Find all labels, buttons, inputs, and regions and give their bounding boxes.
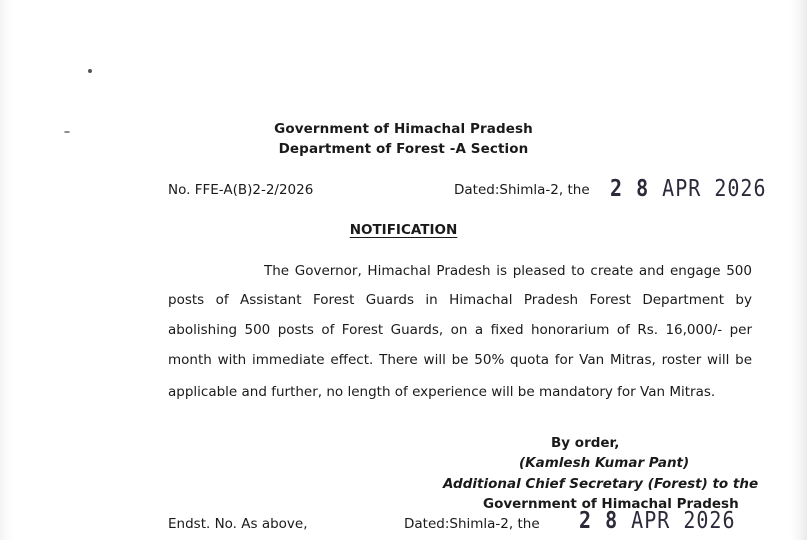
body-line-3: abolishing 500 posts of Forest Guards, on a fixed honorarium of Rs. 16,000/- per (168, 322, 752, 338)
signature-government: Government of Himachal Pradesh (483, 496, 739, 512)
signature-name: (Kamlesh Kumar Pant) (519, 455, 690, 471)
header-government: Government of Himachal Pradesh (274, 121, 533, 137)
reference-date-label: Dated:Shimla-2, the (454, 182, 590, 198)
body-line-2: posts of Assistant Forest Guards in Himachal Pradesh Forest Department by (168, 292, 752, 308)
date-stamp-month-year: APR 2026 (662, 174, 767, 202)
endorsement-date-stamp (579, 508, 736, 532)
body-line-5: applicable and further, no length of experience will be mandatory for Van Mitras. (168, 384, 716, 400)
notification-title: NOTIFICATION (349, 222, 458, 238)
endorsement-stamp-day: 2 8 (579, 506, 619, 534)
signature-designation: Additional Chief Secretary (Forest) to the (443, 476, 759, 492)
body-line-1: The Governor, Himachal Pradesh is pleased to create and engage 500 (264, 263, 752, 279)
signature-by-order: By order, (551, 435, 620, 451)
endorsement-date-label: Dated:Shimla-2, the (404, 516, 540, 532)
reference-number: No. FFE-A(B)2-2/2026 (168, 182, 314, 198)
body-line-4: month with immediate effect. There will be 50% quota for Van Mitras, roster will be (168, 352, 752, 368)
date-stamp (610, 176, 767, 200)
endorsement-number: Endst. No. As above, (168, 516, 308, 532)
scan-mark (88, 69, 92, 73)
header-department: Department of Forest -A Section (278, 141, 529, 157)
endorsement-stamp-month-year: APR 2026 (631, 506, 736, 534)
date-stamp-day: 2 8 (610, 174, 650, 202)
